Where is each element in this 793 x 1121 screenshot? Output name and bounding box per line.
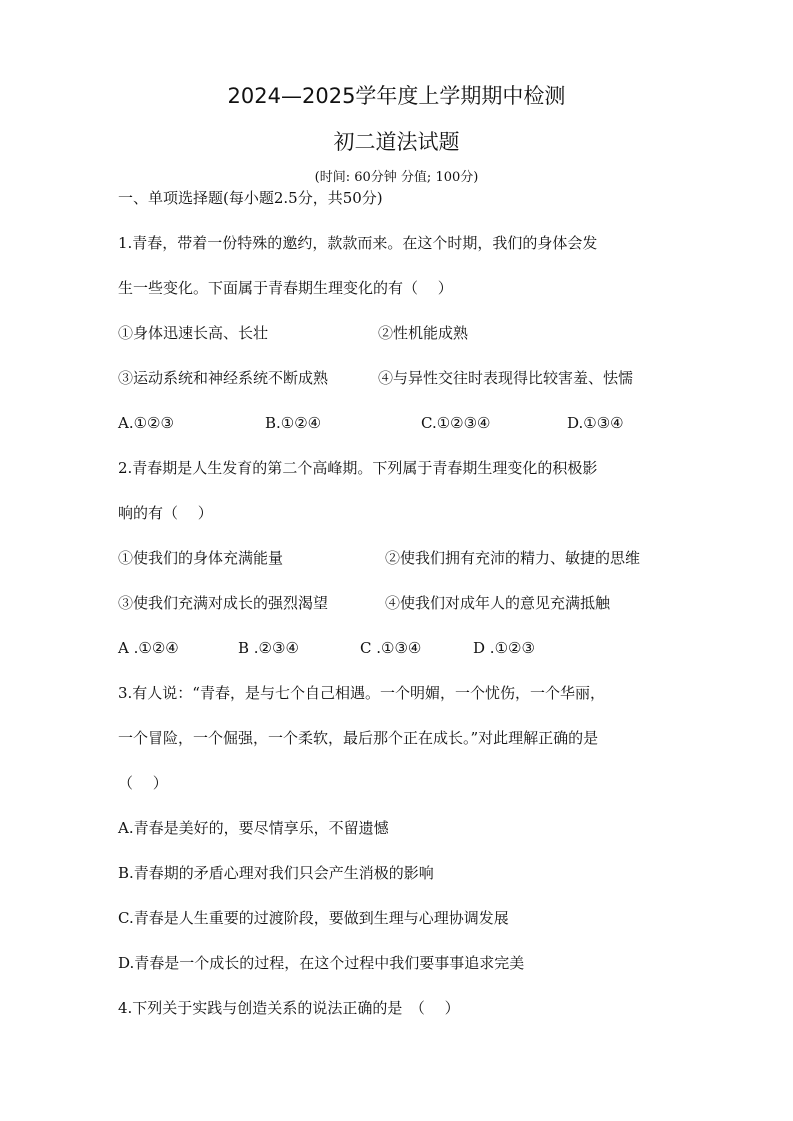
exam-subtitle: 初二道法试题	[333, 130, 460, 154]
question-2-statement-3: ③使我们充满对成长的强烈渴望	[118, 594, 329, 612]
question-2-stem-line-2: 响的有（ ）	[118, 504, 213, 522]
exam-title: 2024—2025学年度上学期期中检测	[227, 84, 566, 108]
question-1-option-b: B.①②④	[265, 414, 322, 432]
question-2-statement-4: ④使我们对成年人的意见充满抵触	[385, 594, 611, 612]
question-3-option-d: D.青春是一个成长的过程，在这个过程中我们要事事追求完美	[118, 954, 525, 972]
question-1-statement-1: ①身体迅速长高、长壮	[118, 324, 269, 342]
question-3-option-a: A.青春是美好的，要尽情享乐，不留遗憾	[118, 819, 389, 837]
question-1-option-a: A.①②③	[118, 414, 174, 432]
question-1-statement-2: ②性机能成熟	[378, 324, 469, 342]
question-3-stem-line-2: 一个冒险，一个倔强，一个柔软，最后那个正在成长。”对此理解正确的是	[118, 729, 599, 747]
question-3-option-b: B.青春期的矛盾心理对我们只会产生消极的影响	[118, 864, 434, 882]
question-2-option-b: B .②③④	[238, 639, 299, 657]
question-1-option-c: C.①②③④	[421, 414, 491, 432]
question-2-option-a: A .①②④	[118, 639, 179, 657]
question-2-statement-2: ②使我们拥有充沛的精力、敏捷的思维	[385, 549, 641, 567]
question-3-stem-line-3: （ ）	[118, 774, 168, 792]
question-1-stem-line-1: 1.青春，带着一份特殊的邀约，款款而来。在这个时期，我们的身体会发	[118, 234, 598, 252]
question-1-statement-4: ④与异性交往时表现得比较害羞、怯懦	[378, 369, 634, 387]
question-2-stem-line-1: 2.青春期是人生发育的第二个高峰期。下列属于青春期生理变化的积极影	[118, 459, 598, 477]
question-2-option-d: D .①②③	[473, 639, 535, 657]
exam-info: (时间: 60分钟 分值; 100分)	[314, 170, 479, 185]
question-1-statement-3: ③运动系统和神经系统不断成熟	[118, 369, 329, 387]
question-2-statement-1: ①使我们的身体充满能量	[118, 549, 284, 567]
question-1-option-d: D.①③④	[567, 414, 624, 432]
question-1-stem-line-2: 生一些变化。下面属于青春期生理变化的有（ ）	[118, 279, 453, 297]
question-2-option-c: C .①③④	[360, 639, 422, 657]
question-4-stem-line-1: 4.下列关于实践与创造关系的说法正确的是 （ ）	[118, 999, 460, 1017]
question-3-stem-line-1: 3.有人说：“青春，是与七个自己相遇。一个明媚，一个忧伤，一个华丽，	[118, 684, 605, 702]
question-3-option-c: C.青春是人生重要的过渡阶段，要做到生理与心理协调发展	[118, 909, 509, 927]
section-heading: 一、单项选择题(每小题2.5分，共50分)	[118, 189, 383, 207]
